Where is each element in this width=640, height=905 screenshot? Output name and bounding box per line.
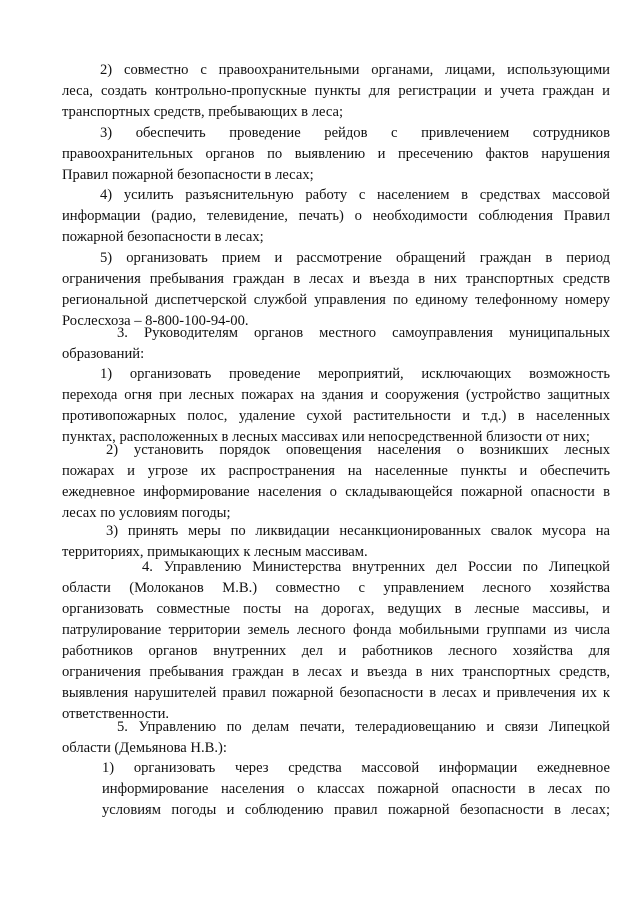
text-line: патрулирование территории земель лесного фонда мобильными группами из числа	[62, 622, 610, 638]
text-line: территориях, примыкающих к лесным массивам.	[62, 544, 368, 560]
text-line: ограничения пребывания граждан в лесах и въезда в них транспортных средств,	[62, 664, 610, 680]
paragraph-item-5	[62, 248, 610, 332]
paragraph-item-2	[62, 60, 610, 123]
text-line: условиям погоды и соблюдению правил пожарной безопасности в лесах;	[102, 802, 610, 818]
text-line: 5. Управлению по делам печати, телерадиовещанию и связи Липецкой	[117, 719, 610, 735]
text-line: ограничения пребывания граждан в лесах и въезда в них транспортных средств	[62, 271, 610, 287]
paragraph-3-2	[62, 440, 610, 524]
text-line: Правил пожарной безопасности в лесах;	[62, 167, 314, 183]
text-line: противопожарных полос, удаление сухой растительности и т.д.) в населенных	[62, 408, 610, 424]
section-3-heading	[62, 323, 610, 365]
text-line: Рослесхоза – 8-800-100-94-00.	[62, 313, 249, 329]
text-line: 2) установить порядок оповещения населения о возникших лесных	[106, 442, 610, 458]
text-line: 4. Управлению Министерства внутренних дел России по Липецкой	[142, 559, 610, 575]
text-line: правоохранительных органов по выявлению и пресечению фактов нарушения	[62, 146, 610, 162]
section-4	[62, 557, 610, 725]
text-line: 4) усилить разъяснительную работу с населением в средствах массовой	[100, 187, 610, 203]
paragraph-item-4	[62, 185, 610, 248]
text-line: перехода огня при лесных пожарах на здания и сооружения (устройство защитных	[62, 387, 610, 403]
text-line: региональной диспетчерской службой управления по единому телефонному номеру	[62, 292, 610, 308]
text-line: образований:	[62, 346, 145, 362]
text-line: 1) организовать проведение мероприятий, исключающих возможность	[100, 366, 610, 382]
text-line: области (Молоканов М.В.) совместно с управлением лесного хозяйства	[62, 580, 610, 596]
text-line: лесах по условиям погоды;	[62, 505, 231, 521]
text-line: пожарах и угрозе их распространения на населенные пункты и обеспечить	[62, 463, 610, 479]
text-line: работников органов внутренних дел и работников лесного хозяйства для	[62, 643, 610, 659]
text-line: леса, создать контрольно-пропускные пункты для регистрации и учета граждан и	[62, 83, 610, 99]
text-line: 3) обеспечить проведение рейдов с привлечением сотрудников	[100, 125, 610, 141]
text-line: 1) организовать через средства массовой информации ежедневное	[102, 760, 610, 776]
section-5	[62, 717, 610, 759]
text-line: ежедневное информирование населения о складывающейся пожарной опасности в	[62, 484, 610, 500]
text-line: пунктах, расположенных в лесных массивах или непосредственной близости от них;	[62, 429, 590, 445]
paragraph-5-1	[102, 758, 610, 821]
text-line: информации (радио, телевидение, печать) о необходимости соблюдения Правил	[62, 208, 610, 224]
paragraph-3-1	[62, 364, 610, 448]
text-line: области (Демьянова Н.В.):	[62, 740, 227, 756]
text-line: выявления нарушителей правил пожарной безопасности в лесах и привлечения их к	[62, 685, 610, 701]
text-line: информирование населения о классах пожарной опасности в лесах по	[102, 781, 610, 797]
text-line: 5) организовать прием и рассмотрение обращений граждан в период	[100, 250, 610, 266]
paragraph-item-3	[62, 123, 610, 186]
text-line: ответственности.	[62, 706, 170, 722]
text-line: организовать совместные посты на дорогах, ведущих в лесные массивы, и	[62, 601, 610, 617]
text-line: 3. Руководителям органов местного самоуправления муниципальных	[117, 325, 610, 341]
text-line: 3) принять меры по ликвидации несанкционированных свалок мусора на	[106, 523, 610, 539]
text-line: пожарной безопасности в лесах;	[62, 229, 264, 245]
text-line: 2) совместно с правоохранительными органами, лицами, использующими	[100, 62, 610, 78]
text-line: транспортных средств, пребывающих в леса;	[62, 104, 344, 120]
